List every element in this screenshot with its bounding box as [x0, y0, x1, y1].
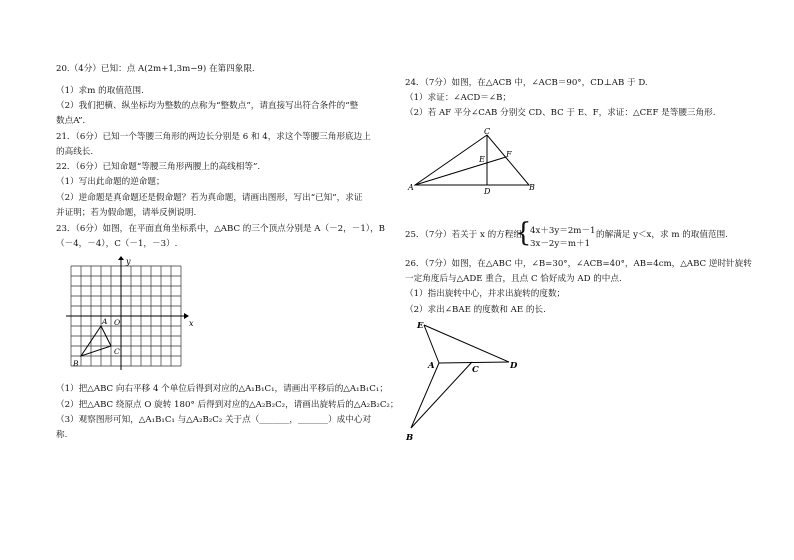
q21-line1: 21．（6分）已知一个等腰三角形的两边长分别是 6 和 4，求这个等腰三角形底边上: [56, 132, 371, 142]
q25-equation-2: 3x－2y＝m＋1: [530, 239, 591, 249]
q26-label-C: C: [472, 365, 479, 375]
q24-label-A: A: [408, 183, 414, 192]
y-axis-label: y: [126, 257, 131, 266]
q20-stem: 20.（4分）已知：点 A(2m+1,3m−9) 在第四象限.: [56, 64, 255, 74]
q23-part3-line2: 称.: [56, 430, 68, 440]
q23-part3-line1: （3）观察图形可知，△A₁B₁C₁ 与△A₂B₂C₂ 关于点（_______，_______）成中心对: [56, 415, 372, 425]
q21-line2: 的高线长.: [56, 147, 94, 157]
q26-line2: 一定角度后与△ADE 重合，且点 C 恰好成为 AD 的中点.: [405, 274, 622, 284]
q24-part1: （1）求证：∠ACD＝∠B；: [405, 93, 512, 103]
q23-part1: （1）把△ABC 向右平移 4 个单位后得到对应的△A₁B₁C₁，请画出平移后的△A₁B₁C₁；: [56, 384, 388, 394]
point-C-label: C: [114, 347, 120, 356]
q22-part2-line2: 并证明；若为假命题，请举反例说明.: [56, 208, 197, 218]
equation-system-brace: {: [515, 218, 532, 248]
q24-label-E: E: [479, 155, 485, 164]
q23-part2: （2）把△ABC 绕原点 O 旋转 180° 后得到对应的△A₂B₂C₂，请画出旋转后的△A₂B₂C₂；: [56, 400, 399, 410]
q26-label-E: E: [417, 321, 424, 331]
q23-line1: 23．（6分）如图，在平面直角坐标系中，△ABC 的三个顶点分别是 A（－2，－1），B: [56, 224, 385, 234]
q20-part1: （1）求m 的取值范围.: [56, 86, 144, 96]
q23-line2: （－4，－4），C（－1，－3）.: [56, 239, 178, 249]
q20-part2-line2: 数点A”．: [56, 116, 92, 126]
origin-label: O: [114, 318, 121, 327]
q26-label-D: D: [510, 361, 518, 371]
q26-part1: （1）指出旋转中心，并求出旋转的度数；: [405, 289, 566, 299]
q22-part2-line1: （2）逆命题是真命题还是假命题？若为真命题，请画出图形，写出“已知”，求证: [56, 193, 363, 203]
q24-label-C: C: [484, 127, 491, 136]
q22-part1: （1）写出此命题的逆命题；: [56, 177, 165, 187]
x-axis-label: x: [189, 319, 194, 328]
q24-label-B: B: [529, 183, 535, 192]
q26-line1: 26．（7分）如图，在△ABC 中，∠B=30°，∠ACB=40°，AB=4cm，△ABC 逆时针旋转: [405, 259, 752, 269]
q26-rotation-figure: [400, 318, 530, 446]
q25-prefix: 25．（7分）若关于 x 的方程组: [405, 230, 522, 240]
q24-stem: 24．（7分）如图，在△ACB 中，∠ACB＝90°，CD⊥AB 于 D.: [405, 78, 648, 88]
q20-part2-line1: （2）我们把横、纵坐标均为整数的点称为“整数点”，请直接写出符合条件的“整: [56, 101, 359, 111]
q24-triangle-figure: [405, 126, 545, 196]
q26-label-A: A: [428, 361, 435, 371]
q25-equation-1: 4x＋3y＝2m－1: [530, 226, 596, 236]
q24-label-D: D: [484, 187, 491, 196]
coordinate-grid-figure: [66, 256, 196, 372]
q24-part2: （2）若 AF 平分∠CAB 分别交 CD、BC 于 E、F，求证：△CEF 是等腰三角形.: [405, 108, 716, 118]
q24-label-F: F: [506, 150, 512, 159]
q26-part2: （2）求出∠BAE 的度数和 AE 的长.: [405, 305, 546, 315]
point-B-label: B: [73, 359, 79, 368]
q22-stem: 22．（6分）已知命题“等腰三角形两腰上的高线相等”.: [56, 162, 261, 172]
q25-suffix: 的解满足 y＜x，求 m 的取值范围.: [596, 230, 728, 240]
q26-label-B: B: [406, 433, 414, 443]
point-A-label: A: [102, 317, 108, 326]
